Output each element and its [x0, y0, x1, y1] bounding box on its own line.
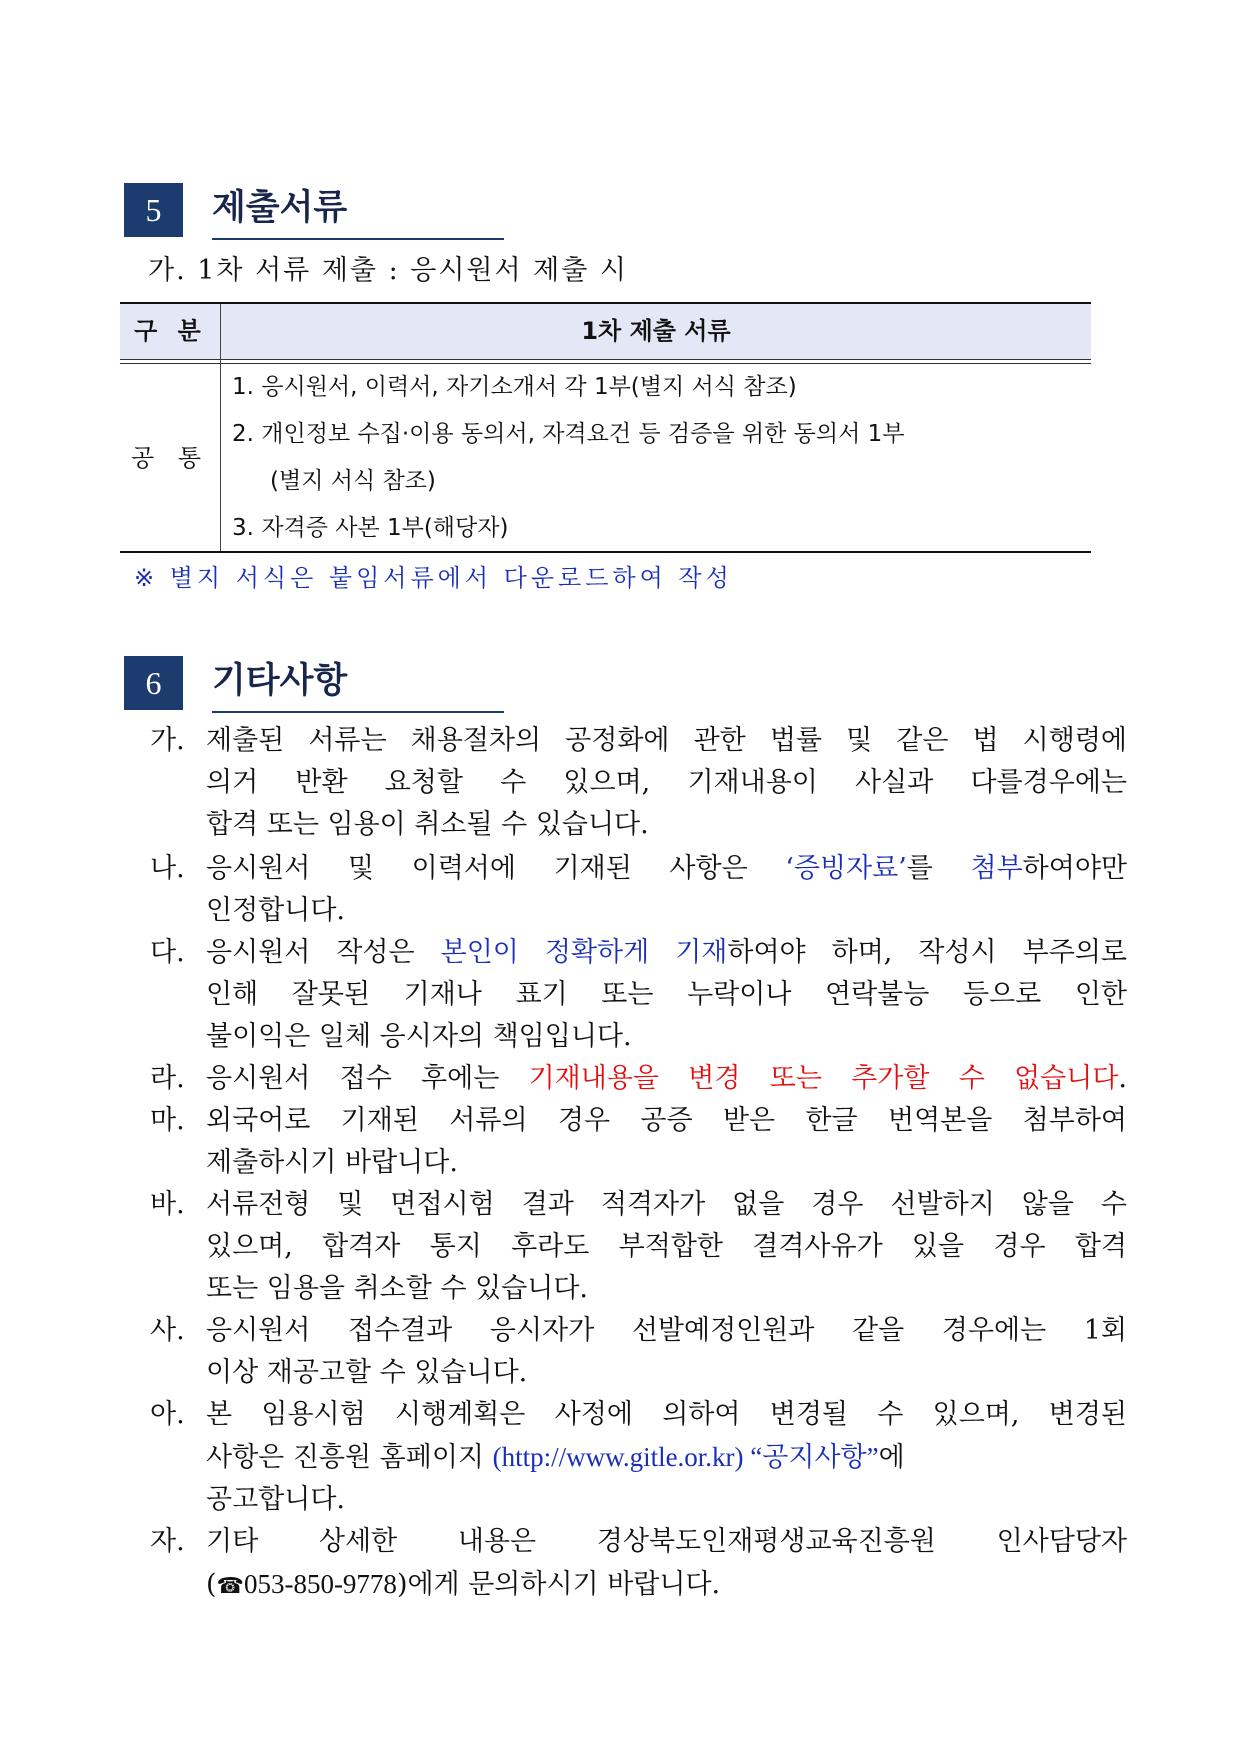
table-header-divider — [120, 359, 1091, 360]
list-item-line: 서류전형 및 면접시험 결과 적격자가 없을 경우 선발하지 않을 수 — [206, 1189, 1127, 1220]
text-run: 에 — [878, 1442, 905, 1473]
text-run: 사항은 진흥원 홈페이지 — [206, 1442, 493, 1473]
table-note: ※ 별지 서식은 붙임서류에서 다운로드하여 작성 — [134, 564, 733, 592]
list-item-label: 마. — [150, 1105, 185, 1136]
list-item-line: 공고합니다. — [206, 1484, 345, 1515]
subsection-title: 가. 1차 서류 제출 : 응시원서 제출 시 — [148, 255, 629, 286]
list-item-line: 합격 또는 임용이 취소될 수 있습니다. — [206, 809, 649, 840]
list-item-label: 나. — [150, 853, 185, 884]
highlight-blue: 본인이 정확하게 기재 — [440, 937, 728, 968]
table-header-documents: 1차 제출 서류 — [581, 317, 731, 345]
list-item — [150, 1058, 1130, 1100]
table-column-divider — [220, 304, 221, 552]
list-item-label: 가. — [150, 725, 185, 756]
list-item-line: 외국어로 기재된 서류의 경우 공증 받은 한글 번역본을 첨부하여 — [206, 1105, 1127, 1136]
list-item-label: 바. — [150, 1189, 185, 1220]
text-run: 응시원서 접수 후에는 — [206, 1063, 529, 1094]
list-item — [150, 720, 1130, 846]
table-header-category: 구 분 — [134, 317, 207, 345]
list-item-line — [206, 1563, 1127, 1608]
highlight-blue: 첨부 — [970, 853, 1023, 884]
text-run: 를 — [906, 853, 971, 884]
section-number: 5 — [124, 183, 183, 237]
list-item-label: 사. — [150, 1315, 185, 1346]
list-item-line: 인정합니다. — [206, 895, 345, 926]
section-title: 제출서류 — [212, 188, 348, 228]
list-item-line — [206, 848, 1127, 890]
list-item — [150, 848, 1130, 932]
table-bottom-border — [120, 551, 1091, 553]
list-item-line — [206, 932, 1127, 974]
text-run: . — [1118, 1063, 1127, 1094]
table-item: 2. 개인정보 수집·이용 동의서, 자격요건 등 검증을 위한 동의서 1부 — [232, 421, 905, 447]
list-item — [150, 1521, 1130, 1608]
list-item — [150, 1100, 1130, 1184]
section-underline — [212, 711, 504, 713]
section-6-heading — [124, 656, 504, 712]
list-item-line: 이상 재공고할 수 있습니다. — [206, 1357, 528, 1388]
text-run: )에게 문의하시기 바랍니다. — [396, 1569, 721, 1600]
highlight-blue: ‘증빙자료’ — [785, 853, 907, 884]
text-run: 응시원서 작성은 — [206, 937, 441, 968]
list-item-line: 인해 잘못된 기재나 표기 또는 누락이나 연락불능 등으로 인한 — [206, 979, 1127, 1010]
table-row-label: 공 통 — [131, 444, 209, 472]
section-title: 기타사항 — [212, 661, 348, 701]
phone-number: 053-850-9778 — [243, 1569, 397, 1599]
text-run: 하여야만 — [1022, 853, 1127, 884]
table-header-row — [120, 304, 1091, 359]
list-item-line — [206, 1436, 1127, 1479]
table-item: (별지 서식 참조) — [270, 468, 436, 494]
list-item-line: 본 임용시험 시행계획은 사정에 의하여 변경될 수 있으며, 변경된 — [206, 1399, 1127, 1430]
table-item: 1. 응시원서, 이력서, 자기소개서 각 1부(별지 서식 참조) — [232, 374, 797, 400]
list-item-line: 또는 임용을 취소할 수 있습니다. — [206, 1273, 588, 1304]
list-item-line — [206, 1058, 1127, 1100]
table-row-items — [232, 364, 1082, 552]
list-item-line: 기타 상세한 내용은 경상북도인재평생교육진흥원 인사담당자 — [206, 1526, 1127, 1557]
list-item — [150, 1394, 1130, 1521]
homepage-link[interactable]: (http://www.gitle.or.kr) “공지사항” — [492, 1442, 879, 1472]
list-item-line: 제출하시기 바랍니다. — [206, 1147, 458, 1178]
notes-list — [150, 720, 1130, 1608]
list-item — [150, 1310, 1130, 1394]
text-run: 하여야 하며, 작성시 부주의로 — [727, 937, 1127, 968]
list-item-label: 자. — [150, 1526, 185, 1557]
list-item-label: 아. — [150, 1399, 185, 1430]
list-item-line: 불이익은 일체 응시자의 책임입니다. — [206, 1021, 632, 1052]
list-item-line: 있으며, 합격자 통지 후라도 부적합한 결격사유가 있을 경우 합격 — [206, 1231, 1127, 1262]
list-item — [150, 1184, 1130, 1310]
list-item-line: 응시원서 접수결과 응시자가 선발예정인원과 같을 경우에는 1회 — [206, 1315, 1127, 1346]
list-item-label: 라. — [150, 1063, 185, 1094]
list-item-line: 제출된 서류는 채용절차의 공정화에 관한 법률 및 같은 법 시행령에 — [206, 725, 1127, 756]
table-item: 3. 자격증 사본 1부(해당자) — [232, 515, 509, 541]
section-number: 6 — [124, 656, 183, 710]
section-5-heading — [124, 183, 504, 239]
list-item — [150, 932, 1130, 1058]
list-item-label: 다. — [150, 937, 185, 968]
text-run: 응시원서 및 이력서에 기재된 사항은 — [206, 853, 786, 884]
section-underline — [212, 238, 504, 240]
list-item-line: 의거 반환 요청할 수 있으며, 기재내용이 사실과 다를경우에는 — [206, 767, 1127, 798]
text-run: ( — [206, 1569, 217, 1600]
highlight-red: 기재내용을 변경 또는 추가할 수 없습니다 — [528, 1063, 1119, 1094]
phone-icon: ☎ — [216, 1574, 244, 1599]
